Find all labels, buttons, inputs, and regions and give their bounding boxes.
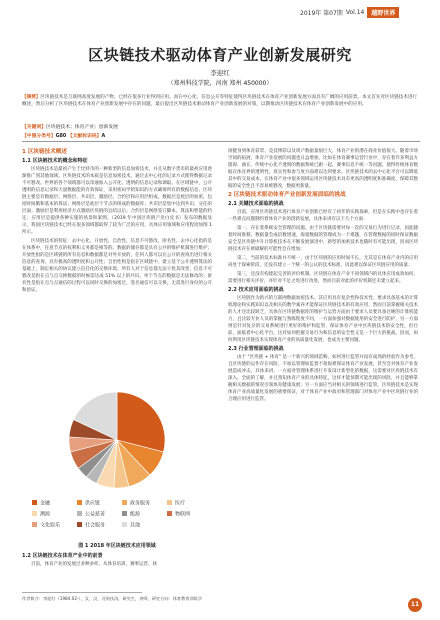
legend-swatch bbox=[77, 511, 82, 516]
author-footnote: 作者简介：李迎红（1984.02-），女，汉，河南扶沟，研究生，讲师，研究方向：体育教育训练学 bbox=[22, 596, 203, 601]
body-paragraph: 区块链技术的特征：去中心化、开放性、自治性、信息不可篡改、匿名性。去中心化指的是在体系中，任意节点的权利和义务都是相等的。数据的储存都是具有公共的维护机制进行维护；开放性指的是区域链的所有信息和数据都是对外开放的，任何人都可以在公开的查询出进行相关信息的查询，具有极高的透明度和公开性；自治性则是指在区域链中，建立基于公开透明算法的基础上，制定相关的协议建立信任化的交换环境，所有人对于信息都无法干扰其改变；信息不可篡改是指在点与点交换数据的时候需达成 51% 以上的共识，单个节点的数据是无法修改的；匿名性是指在点与点通信的过程可以同时交换的加密过，签名通信可以交换。无需进行身份的公开和验证。 bbox=[22, 239, 212, 293]
issue-label: 2019年 第07期 bbox=[300, 9, 343, 17]
legend-swatch bbox=[167, 511, 172, 516]
legend-label: 其他 bbox=[130, 522, 141, 529]
section-heading: 1 区块链技术概述 bbox=[22, 149, 67, 155]
legend-label: 社会服务 bbox=[85, 522, 106, 529]
article-title: 区块链技术驱动体育产业创新发展研究 bbox=[88, 46, 352, 64]
legend-label: 公益慈善 bbox=[85, 511, 106, 518]
legend-swatch bbox=[32, 500, 37, 505]
pie-chart bbox=[22, 384, 212, 542]
legend-label: 金融 bbox=[40, 500, 51, 507]
keywords-text: 区块链技术；体育产业；创新发展 bbox=[46, 125, 118, 130]
body-paragraph: 第二，当前的技术标准并不统一，由于区块链的应用时间不长，尤其是在体育产业内的应用尚处于探索阶段，还没有建立一个统一的公认的技术标准，因此难以保证区块链应用的质量； bbox=[228, 256, 418, 268]
body-paragraph: 目前，应用区块链技术进行体育产业创新已经有了初步的实践探索，但是在实践中也存在着一些难点问题制约着体育产业的创新发展，具体来讲有以下几个方面： bbox=[228, 210, 418, 222]
abstract bbox=[22, 94, 420, 108]
legend-swatch bbox=[122, 522, 127, 527]
subsection-heading: 2.1 关键技术面临的挑战 bbox=[228, 201, 284, 207]
author-name: 李迎红 bbox=[210, 69, 230, 77]
legend-label: 政务服务 bbox=[130, 500, 151, 507]
figure-1 bbox=[22, 384, 212, 542]
legend-label: 溯源 bbox=[40, 511, 51, 518]
left-column-tail bbox=[22, 552, 212, 570]
subsection-heading: 1.1 区块链技术的概念和特征 bbox=[22, 158, 88, 164]
keywords bbox=[22, 123, 118, 130]
legend-swatch bbox=[167, 500, 172, 505]
classification-codes bbox=[22, 132, 105, 139]
subsection-heading: 2.2 技术应用面临的挑战 bbox=[228, 287, 284, 293]
legend-swatch bbox=[32, 522, 37, 527]
left-column bbox=[22, 148, 212, 296]
body-paragraph: 第三，还没有构建起完善的评价机制。区块链在体育产业不同领域内的具体应用成效如何，需要进行相关评价，并针对不足之处进行改进，然而目前对此的评价机制还未建立起来。 bbox=[228, 272, 418, 284]
author-affiliation: （郑州科技学院，河南 郑州 450000） bbox=[167, 80, 273, 87]
body-paragraph: 区块链作为新兴的互联网数据加密技术，其应用具有复杂性和技术性，要求具备基本的计算机理论和实践知识以及相关的数学素养才能保证区块链技术的有效应用，然而目前掌握相关技术的人才还比较缺乏，具体在区块链数据库的维护与运营方面由于要求人员要具备过硬的计算机能力，且比较专业人员的掌握与熟练程度不同，一方面加强对数据使用的安全进行防护，另一方面则是针对复杂的交易系统进行更好的维护和监管，保证体育产业中区块链技术的安全性，但目前，面临着中心化平台，这对如何把握交易行为和信息的安全性又是一个巨大的挑战。因而，如何利用区块链技术实现体育产业的高质量化发展，也成为主要问题。 bbox=[228, 296, 418, 343]
journal-header bbox=[300, 6, 399, 18]
legend-label: 物联网 bbox=[175, 511, 191, 518]
header-divider bbox=[22, 141, 420, 142]
body-paragraph: 区块链技术是最初产生于比特币的一种新型的信息加密技术，并且从数字货币的最初应用逐渐推广到其他领域。区块链技术的本质是信息加密技术，通过去中心化的记录方式使得数据记录不可篡改。世界的各个领域都可以串通加入公开化、透明的信息记录和调取。在区域链中，公开透明的信息记录和大量数据能的有效保证，采用密码学的知识的方式确保所有的数据信息，区块链主要是有数据层、网络层、共识层、激励层、合约层和应用层组成。数据层是底层的加密，包括时间戳和基本的算法；网络层是底层个节点的组成的数据库；共识层是集中达到共识、分任的层面；激励层是利用经济方式激励区块链的总结以后；合约层是网络签订脚本、算法和智能的约定；应用层是提供各种实施的场景和案例。（2019 年中国区块链产业白皮书）发布的数据显示，我国区块链技术已经在很多领域都取得了较为广泛的应用，具体应用领域和应用程度如图 1 所示。 bbox=[22, 167, 212, 235]
legend-label: 文化娱乐 bbox=[40, 522, 61, 529]
body-paragraph: 目前，体育产业的发展过多种多样，从体育培训、赛事运营、休 bbox=[31, 562, 157, 567]
doc-code: A bbox=[101, 134, 106, 139]
section-heading: 2 区块链技术驱动体育产业创新发展面临的挑战 bbox=[228, 192, 346, 198]
doc-tag: 【文献标识码】 bbox=[67, 134, 102, 139]
body-paragraph: 由于 "区块链 + 体育" 是一个新兴的领域范畴，如何进行监管并没有成熟的经验作为参考，且区块链的运作存在风险，不加以管理如监督不很很难保证体育产业发展，甚至会对体育产业发展造成冲击。具体来讲，一方面对管理体系进行开发设计新型化的数据，这需要对区块链技术有深入、全面的了解，并且熟知体育产业的具体特征，这样才能预期可能出现的风险，并且能够掌握相关数据的情况引领体育健康发展；另一方面应当对相关的领域进行监管，区块链技术是实现体育产业高质量化发展的重要保证，对于体育产业中政府和管理部门对体育产业中区块链行业的合理应用进行监管。 bbox=[228, 355, 418, 402]
keywords-tag: 【关键词】 bbox=[22, 125, 46, 130]
legend-swatch bbox=[122, 500, 127, 505]
page-number: 11 bbox=[408, 598, 422, 612]
body-paragraph: 闲健身到体育彩票、竞技博彩以及周产数据量很巨大，体育产业的潜在商业价值很大。随着市场空间的拓展，体育产业发展的问题也日益增加，比如在体育赛事运营行业中，存在着许多利益方阻碍、曲在、传统中心化不透明的数据系统已跟一起、赛事信息不统一等问题，使得传统体育数据在体育界的透明性、真实性和参与度方面难以达到要求。区块链技术的去中心化平台可以降低其中的交易成本，在体育产业中很多领域运用区块链技术具有更高的透明度和准确度，保障其数据的安全性且不容易被篡改，数据更新量。 bbox=[228, 149, 418, 189]
legend-swatch bbox=[32, 511, 37, 516]
subsection-heading: 2.3 行业管理面临的挑战 bbox=[228, 346, 284, 352]
clc-code: G80 bbox=[55, 134, 67, 139]
legend-label: 医疗 bbox=[175, 500, 186, 507]
volume-label: Vol.14 bbox=[345, 8, 365, 16]
abstract-text: 区块链技术是互联网高度发展的产物，已经在很多行业得到应用。而在中心化、信息公开等特征使得区块链技术在体育产业创新发展方面具有广阔的应用前景。本文首先对区块链技术进行概述，然后分析了区块链技术在体育产业创新发展中存在的问题，最后提出区块链技术驱动体育产业创新发展的对策，以期推动区块链技术在体育产业创新发展中的应用。 bbox=[22, 95, 418, 107]
right-column bbox=[228, 148, 418, 405]
footnote-divider bbox=[22, 592, 142, 593]
legend-label: 供应链 bbox=[85, 500, 101, 507]
legend-swatch bbox=[122, 511, 127, 516]
column-label: 越野世界 bbox=[367, 7, 399, 18]
legend-label: 能源 bbox=[130, 511, 141, 518]
abstract-tag: 【摘要】 bbox=[22, 95, 41, 100]
figure-caption: 图 1 2018 年区块链技术应用领域 bbox=[78, 543, 156, 549]
clc-tag: 【中图分类号】 bbox=[22, 134, 56, 139]
subsection-heading: 1.2 区块链技术在体育产业中的前景 bbox=[22, 553, 103, 559]
body-paragraph: 第一，存在着系统安全管理的问题。由于区块链需要对每一次的交易行为进行记录，因此随着时间推移，数据量会成倍数增速，海量数据的管理成为一个难题，在管理数据的同时保证数据安全是区块链中升计算机技术在不断发展演进中，新型的加密技术也随时有可能出现，因而区块链技术存在被破解的可能性会在增加； bbox=[228, 226, 418, 252]
legend-swatch bbox=[77, 522, 82, 527]
legend-swatch bbox=[77, 500, 82, 505]
